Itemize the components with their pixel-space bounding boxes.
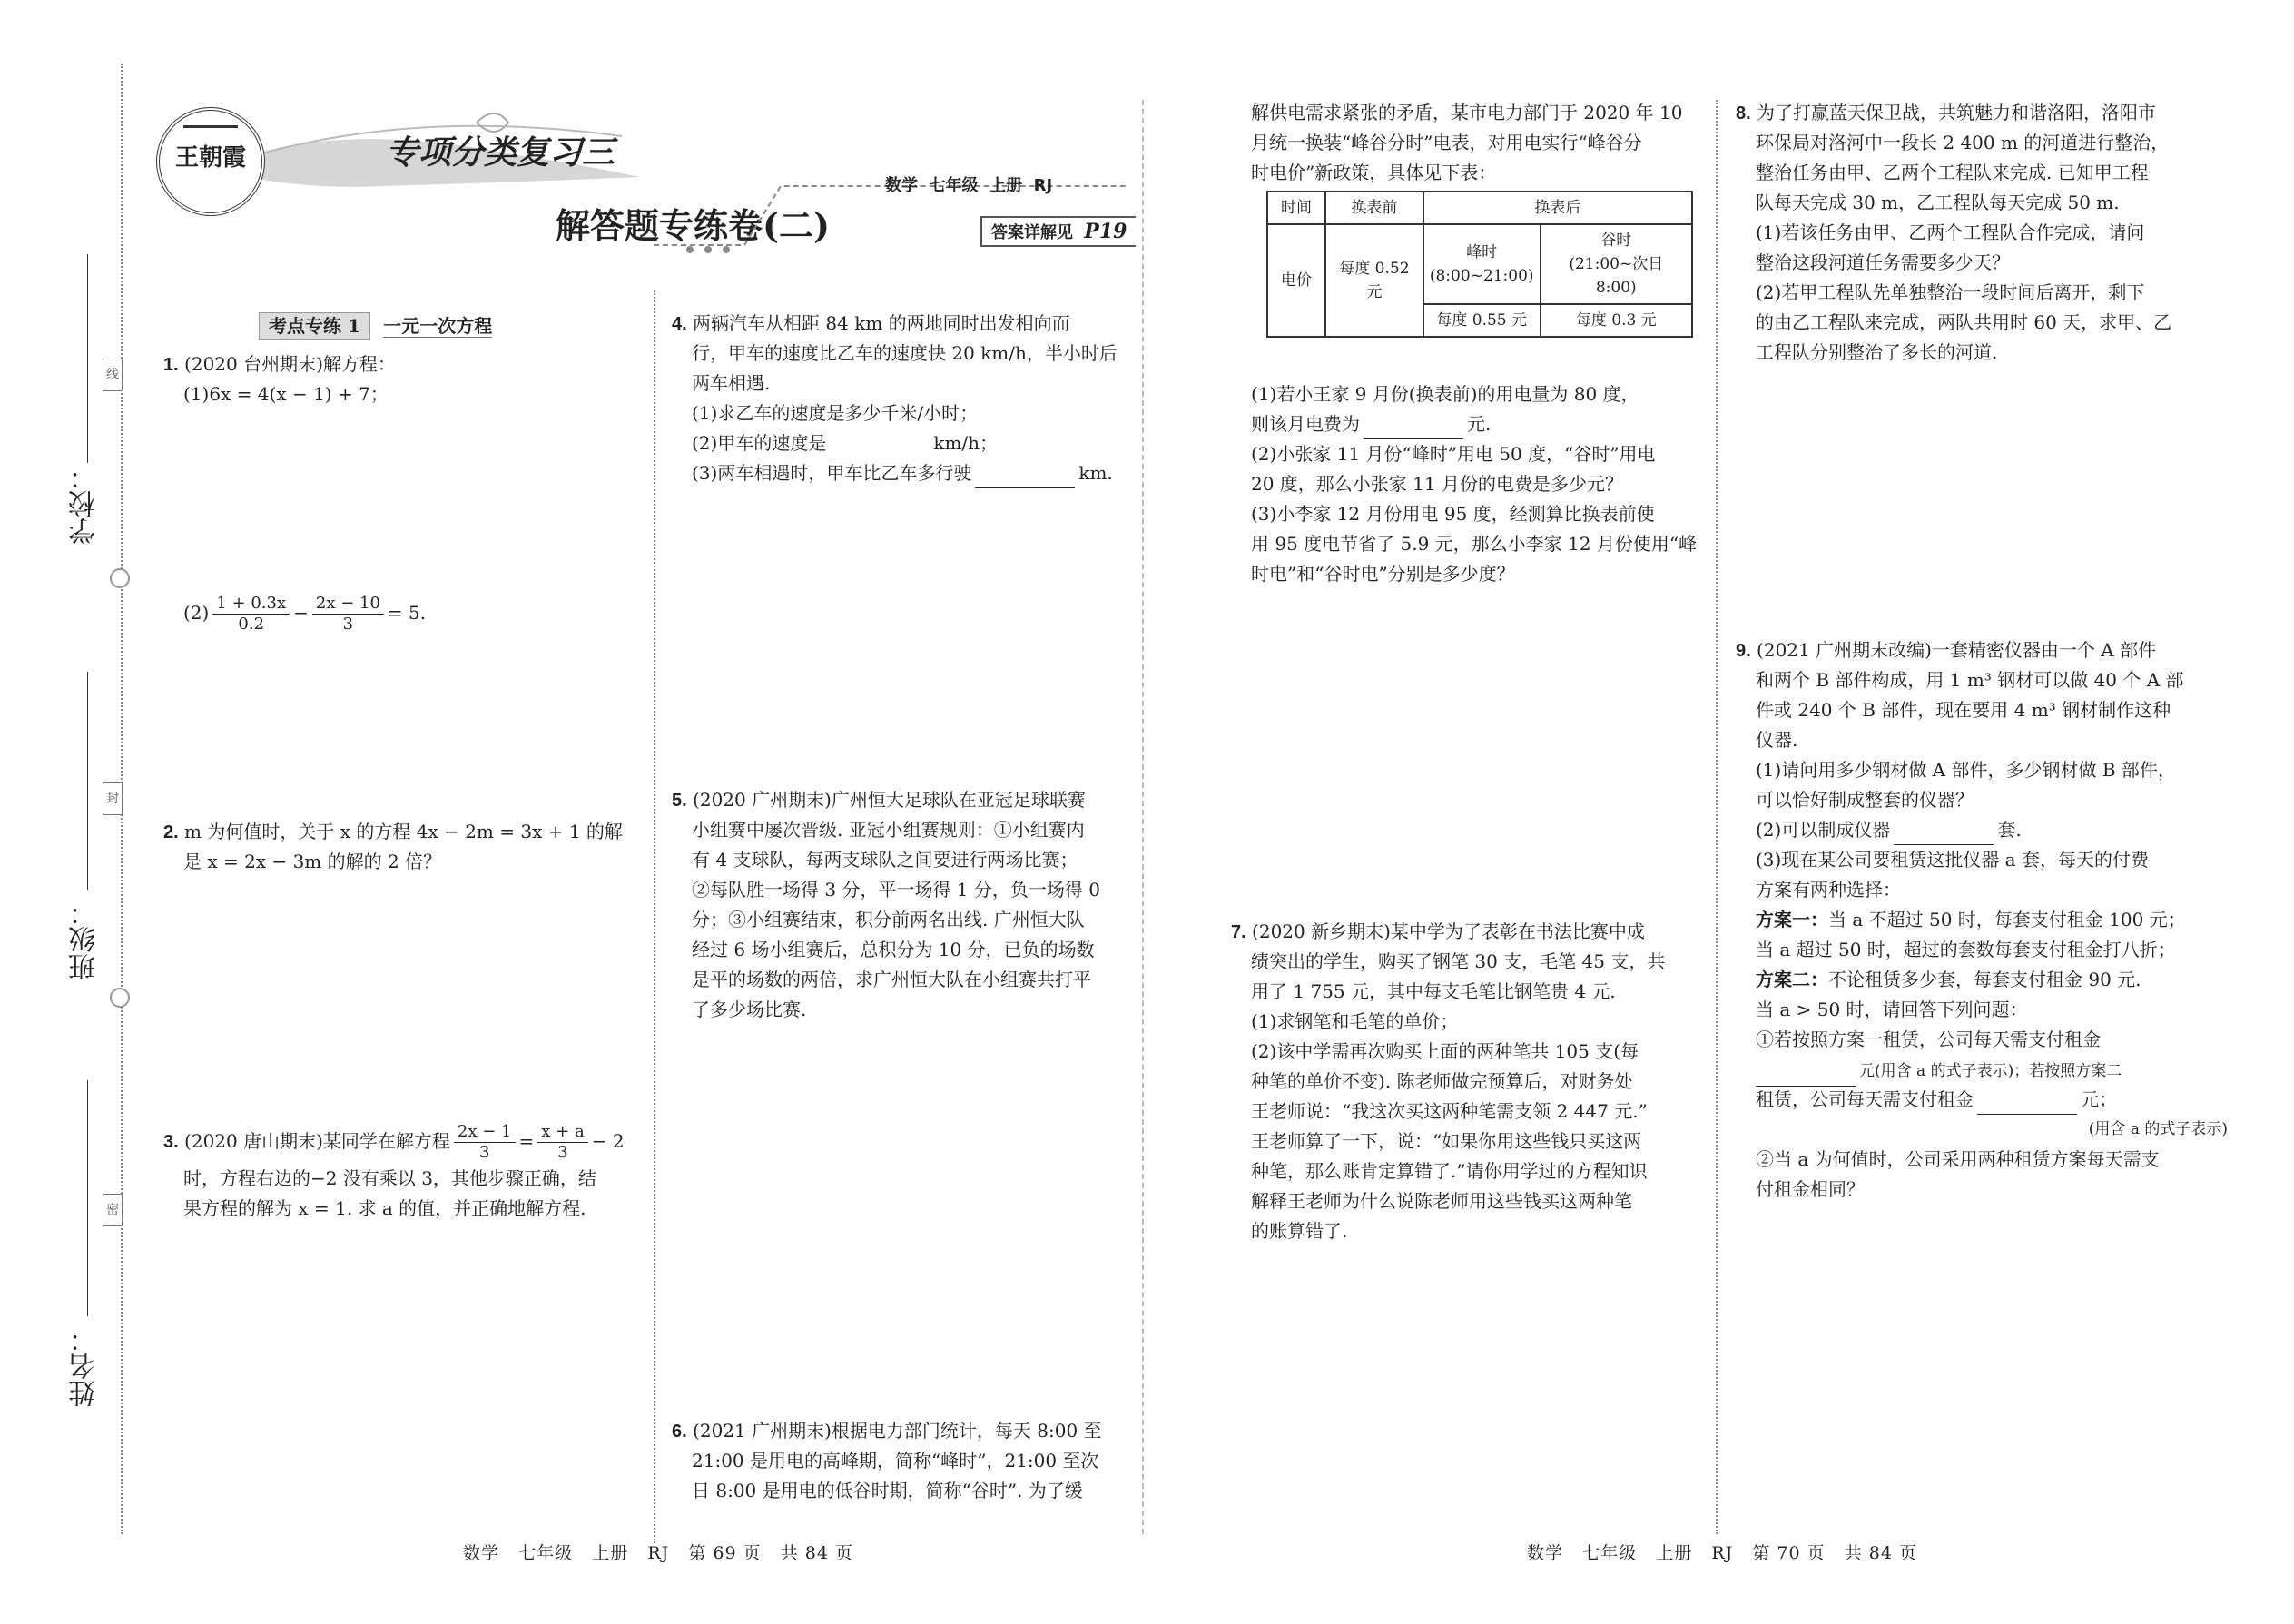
q9-line: (3)现在某公司要租赁这批仪器 a 套，每天的付费 (1756, 849, 2149, 871)
name-input-line[interactable] (87, 1080, 88, 1316)
brand-logo (156, 107, 265, 216)
q9-s2-line1: ②当 a 为何值时，公司采用两种租赁方案每天需支 (1756, 1148, 2160, 1170)
q6-cont-line: 月统一换装“峰谷分时”电表，对用电实行“峰谷分 (1251, 132, 1642, 153)
seal-mark-secret: 密 (103, 1194, 123, 1226)
question-9 (1736, 635, 2228, 1205)
q6-line: 21:00 是用电的高峰期，简称“峰时”，21:00 至次 (692, 1450, 1099, 1471)
answer-blank[interactable] (1977, 1094, 2077, 1115)
q3-line2: 时，方程右边的−2 没有乘以 3，其他步骤正确，结 (183, 1167, 596, 1189)
q9-p2-suffix: 套. (1997, 819, 2022, 841)
question-number: 1. (163, 355, 179, 375)
q6-cont-line: 时电价”新政策，具体见下表： (1251, 162, 1497, 183)
q9-s1-note: (用含 a 的式子表示) (2088, 1120, 2228, 1138)
q3-line1-prefix: (2020 唐山期末)某同学在解方程 (184, 1130, 450, 1152)
q7-line: 种笔的单价不变). 陈老师做完预算后，对财务处 (1251, 1070, 1633, 1092)
plan2-label: 方案二： (1756, 969, 1828, 990)
question-6-continued (1251, 98, 1682, 188)
q6-line: (2021 广州期末)根据电力部门统计，每天 8:00 至 (693, 1420, 1102, 1442)
answer-blank[interactable] (1756, 1066, 1856, 1087)
q3-line1-suffix: − 2 (591, 1130, 625, 1152)
q7-line: 的账算错了. (1251, 1220, 1348, 1242)
q8-line: 的由乙工程队来完成，两队共用时 60 天，求甲、乙 (1756, 311, 2172, 333)
q4-line: 行，甲车的速度比乙车的速度快 20 km/h，半小时后 (692, 342, 1117, 364)
q7-line: 用了 1 755 元，其中每支毛笔比钢笔贵 4 元. (1251, 980, 1616, 1002)
q7-line: 王老师说：“我这次买这两种笔需支领 2 447 元.” (1251, 1100, 1648, 1122)
table-cell-before-price: 每度 0.52元 (1325, 224, 1423, 337)
name-label: 姓名： (69, 1325, 101, 1407)
q4-line: (1)求乙车的速度是多少千米/小时； (692, 402, 979, 424)
table-cell-valley-price: 每度 0.3 元 (1541, 304, 1692, 337)
footer-left: 数学 七年级 上册 RJ 第 69 页 共 84 页 (463, 1543, 854, 1563)
question-number: 5. (672, 791, 687, 811)
question-4 (672, 309, 1117, 488)
fold-line-right (1716, 100, 1718, 1534)
q5-line: 小组赛中屡次晋级. 亚冠小组赛规则：①小组赛内 (692, 819, 1085, 841)
q1-part2-prefix: (2) (183, 602, 210, 624)
question-number: 6. (672, 1422, 687, 1442)
q2-line1: m 为何值时，关于 x 的方程 4x − 2m = 3x + 1 的解 (184, 821, 623, 842)
q9-line: (2021 广州期末改编)一套精密仪器由一个 A 部件 (1757, 639, 2157, 661)
equals-sign: = (518, 1130, 535, 1152)
q5-line: (2020 广州期末)广州恒大足球队在亚冠足球联赛 (693, 789, 1086, 811)
question-3 (163, 1118, 625, 1224)
fold-line-left (654, 290, 655, 1543)
q6-p1-prefix: 则该月电费为 (1251, 413, 1360, 435)
q8-line: 队每天完成 30 m，乙工程队每天完成 50 m. (1756, 192, 2120, 213)
fraction-denominator: 3 (342, 615, 354, 634)
q7-line: 绩突出的学生，购买了钢笔 30 支，毛笔 45 支，共 (1251, 950, 1666, 972)
q6-line: 日 8:00 是用电的低谷时期，简称“谷时”. 为了缓 (692, 1480, 1083, 1501)
q4-p2-suffix: km/h； (933, 432, 999, 454)
series-title: 专项分类复习三 (386, 134, 615, 172)
fraction (537, 1122, 587, 1163)
question-6-parts (1251, 379, 1697, 589)
plan1-label: 方案一： (1756, 909, 1828, 930)
question-number: 9. (1736, 641, 1751, 661)
table-header-before: 换表前 (1325, 192, 1423, 224)
section-badge: 考点专练 1 (259, 312, 370, 340)
q4-line: 两车相遇. (692, 372, 771, 394)
seal-mark-seal: 封 (103, 782, 123, 815)
q6-after-line: 用 95 度电节省了 5.9 元，那么小李家 12 月份使用“峰 (1251, 533, 1698, 555)
fraction-denominator: 3 (478, 1143, 490, 1162)
q5-line: 经过 6 场小组赛后，总积分为 10 分，已负的场数 (692, 939, 1095, 960)
q8-line: 为了打赢蓝天保卫战，共筑魅力和谐洛阳，洛阳市 (1757, 102, 2157, 123)
question-number: 3. (163, 1132, 179, 1152)
section-header (259, 311, 492, 338)
q9-line: 和两个 B 部件构成，用 1 m³ 钢材可以做 40 个 A 部 (1756, 669, 2184, 691)
q6-after-line: 20 度，那么小张家 11 月份的电费是多少元？ (1251, 473, 1623, 495)
class-input-line[interactable] (87, 672, 88, 890)
q1-part2 (183, 590, 426, 635)
footer-right: 数学 七年级 上册 RJ 第 70 页 共 84 页 (1527, 1543, 1918, 1563)
question-2 (163, 817, 623, 877)
binding-hole-icon (110, 988, 130, 1008)
q3-line3: 果方程的解为 x = 1. 求 a 的值，并正确地解方程. (183, 1197, 586, 1219)
fraction-numerator: 2x − 1 (454, 1122, 516, 1143)
table-cell-peak (1423, 224, 1541, 304)
q8-line: 整治这段河道任务需要多少天？ (1756, 251, 2010, 273)
q9-line: 仪器. (1756, 729, 1798, 751)
q9-s1-line1: ①若按照方案一租赁，公司每天需支付租金 (1756, 1029, 2101, 1050)
question-number: 2. (163, 822, 179, 842)
answer-ref-prefix: 答案详解见 (991, 223, 1073, 242)
q8-line: (2)若甲工程队先单独整治一段时间后离开，剩下 (1756, 281, 2145, 303)
question-number: 8. (1736, 103, 1751, 123)
valley-range: (21:00~次日 8:00) (1569, 255, 1664, 297)
q5-line: ②每队胜一场得 3 分，平一场得 1 分，负一场得 0 (692, 879, 1100, 901)
table-header-after: 换表后 (1423, 192, 1692, 224)
question-1 (163, 349, 396, 409)
q5-line: 有 4 支球队，每两支球队之间要进行两场比赛； (692, 849, 1078, 871)
section-title: 一元一次方程 (383, 315, 493, 337)
q8-line: (1)若该任务由甲、乙两个工程队合作完成，请问 (1756, 221, 2145, 243)
q6-p1-suffix: 元. (1467, 413, 1492, 435)
main-title: 解答题专练卷(二) (556, 205, 830, 246)
q7-line: (2)该中学需再次购买上面的两种笔共 105 支(每 (1251, 1040, 1639, 1062)
question-6 (672, 1416, 1102, 1506)
valley-label: 谷时 (1600, 231, 1632, 250)
plan1-text2: 当 a 超过 50 时，超过的套数每套支付租金打八折； (1756, 939, 2176, 960)
table-cell-peak-price: 每度 0.55 元 (1423, 304, 1541, 337)
q9-line: 件或 240 个 B 部件，现在要用 4 m³ 钢材制作这种 (1756, 699, 2171, 721)
q8-line: 整治任务由甲、乙两个工程队来完成. 已知甲工程 (1756, 162, 2149, 183)
logo-crown-icon (183, 113, 238, 128)
q1-part2-suffix: = 5. (387, 602, 427, 624)
q8-line: 工程队分别整治了多长的河道. (1756, 341, 1998, 363)
fraction-denominator: 0.2 (238, 615, 265, 634)
class-label: 班级： (69, 899, 101, 980)
question-8 (1736, 98, 2171, 368)
answer-blank[interactable] (1364, 418, 1463, 439)
electricity-price-table (1266, 191, 1693, 338)
minus-sign: − (293, 602, 309, 624)
seal-mark-line: 线 (103, 359, 123, 391)
fold-line-middle (1142, 100, 1144, 1534)
q9-s1-line2-suffix: 元(用含 a 的式子表示)；若按照方案二 (1859, 1062, 2122, 1080)
q4-p2-prefix: (2)甲车的速度是 (692, 432, 827, 454)
answer-blank[interactable] (830, 438, 930, 458)
q5-line: 是平的场数的两倍，求广州恒大队在小组赛共打平 (692, 969, 1091, 990)
answer-reference-box (980, 216, 1136, 247)
table-header-time: 时间 (1267, 192, 1325, 224)
table-row (1267, 192, 1692, 224)
fraction (312, 594, 384, 635)
table-cell-valley (1541, 224, 1692, 304)
q7-line: 王老师算了一下，说：“如果你用这些钱只买这两 (1251, 1130, 1642, 1152)
fraction-numerator: 1 + 0.3x (212, 594, 290, 615)
fraction (454, 1122, 516, 1163)
q1-line1: (2020 台州期末)解方程： (184, 353, 396, 375)
question-5 (672, 785, 1100, 1025)
q5-line: 分；③小组赛结束，积分前两名出线. 广州恒大队 (692, 909, 1085, 930)
plan1-text: 当 a 不超过 50 时，每套支付租金 100 元； (1828, 909, 2186, 930)
peak-label: 峰时 (1466, 243, 1498, 261)
q4-p3-suffix: km. (1078, 462, 1113, 484)
q7-line: 解释王老师为什么说陈老师用这些钱买这两种笔 (1251, 1190, 1632, 1212)
q9-s1-line3-prefix: 租赁，公司每天需支付租金 (1756, 1088, 1974, 1110)
q9-s1-line3-suffix: 元； (2081, 1088, 2117, 1110)
binding-hole-icon (110, 568, 130, 588)
q8-line: 环保局对洛河中一段长 2 400 m 的河道进行整治， (1756, 132, 2170, 153)
fraction-denominator: 3 (557, 1143, 568, 1162)
q9-line: 可以恰好制成整套的仪器？ (1756, 789, 1974, 811)
answer-ref-page: P19 (1084, 220, 1127, 243)
school-input-line[interactable] (87, 254, 88, 463)
q1-part1: (1)6x = 4(x − 1) + 7； (183, 383, 389, 405)
q9-s2-line2: 付租金相同？ (1756, 1178, 1865, 1200)
peak-range: (8:00~21:00) (1429, 267, 1534, 285)
logo-text: 王朝霞 (174, 144, 246, 172)
table-row-price-label: 电价 (1267, 224, 1325, 337)
table-row (1267, 224, 1692, 304)
fraction-numerator: 2x − 10 (312, 594, 384, 615)
q2-line2: 是 x = 2x − 3m 的解的 2 倍？ (183, 851, 442, 872)
answer-blank[interactable] (975, 468, 1075, 488)
q7-line: (2020 新乡期末)某中学为了表彰在书法比赛中成 (1252, 920, 1645, 942)
q4-line: 两辆汽车从相距 84 km 的两地同时出发相向而 (693, 312, 1070, 334)
question-number: 7. (1231, 922, 1246, 942)
plan2-text: 不论租赁多少套，每套支付租金 90 元. (1828, 969, 2141, 990)
q6-after-line: (3)小李家 12 月份用电 95 度，经测算比换表前使 (1251, 503, 1655, 525)
fraction-numerator: x + a (537, 1122, 587, 1143)
subject-meta: 数学 七年级 上册 RJ (885, 176, 1053, 195)
question-number: 4. (672, 314, 687, 334)
q7-line: (1)求钢笔和毛笔的单价； (1251, 1010, 1459, 1032)
q6-p1-line1: (1)若小王家 9 月份(换表前)的用电量为 80 度， (1251, 383, 1639, 405)
q6-cont-line: 解供电需求紧张的矛盾，某市电力部门于 2020 年 10 (1251, 102, 1683, 123)
school-label: 学校： (69, 463, 101, 545)
q9-line: 方案有两种选择： (1756, 879, 1901, 901)
q5-line: 了多少场比赛. (692, 999, 807, 1020)
q9-condition: 当 a > 50 时，请回答下列问题： (1756, 999, 2028, 1020)
q9-p2-prefix: (2)可以制成仪器 (1756, 819, 1891, 841)
q7-line: 种笔，那么账肯定算错了.”请你用学过的方程知识 (1251, 1160, 1648, 1182)
q6-after-line: (2)小张家 11 月份“峰时”用电 50 度，“谷时”用电 (1251, 443, 1656, 465)
q4-p3-prefix: (3)两车相遇时，甲车比乙车多行驶 (692, 462, 972, 484)
q9-line: (1)请问用多少钢材做 A 部件，多少钢材做 B 部件， (1756, 759, 2176, 781)
fraction (212, 594, 290, 635)
q6-after-line: 时电”和“谷时电”分别是多少度？ (1251, 563, 1515, 585)
question-7 (1231, 917, 1665, 1246)
answer-blank[interactable] (1894, 824, 1994, 845)
